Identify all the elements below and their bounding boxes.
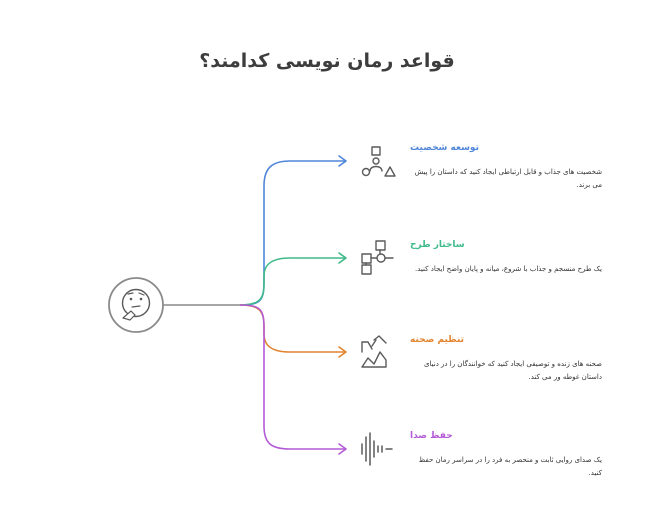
connector-plot: [240, 258, 345, 305]
branch-desc-character: شخصیت های جذاب و قابل ارتباطی ایجاد کنید که داستان را پیش می برند.: [414, 168, 602, 189]
branch-title-setting: تنظیم صحنه: [410, 335, 464, 345]
branch-title-plot: ساختار طرح: [410, 240, 465, 250]
flowchart-icon: [362, 241, 393, 274]
branch-desc-plot: یک طرح منسجم و جذاب با شروع، میانه و پایان واضح ایجاد کنید.: [415, 265, 602, 273]
landscape-icon: [362, 336, 386, 367]
connector-character: [240, 161, 345, 305]
connector-setting: [240, 305, 345, 352]
connector-voice: [240, 305, 345, 449]
soundwave-icon: [362, 433, 392, 465]
thinking-face-icon: [109, 278, 163, 332]
shapes-people-icon: [363, 147, 396, 176]
page-title: قواعد رمان نویسی کدامند؟: [199, 50, 455, 72]
branch-title-character: توسعه شخصیت: [410, 143, 479, 153]
branch-desc-setting: صحنه های زنده و توصیفی ایجاد کنید که خوانندگان را در دنیای داستان غوطه ور می کند.: [424, 360, 602, 381]
branch-title-voice: حفظ صدا: [410, 431, 453, 441]
branch-desc-voice: یک صدای روایی ثابت و منحصر به فرد را در سراسر رمان حفظ کنید.: [418, 456, 602, 477]
